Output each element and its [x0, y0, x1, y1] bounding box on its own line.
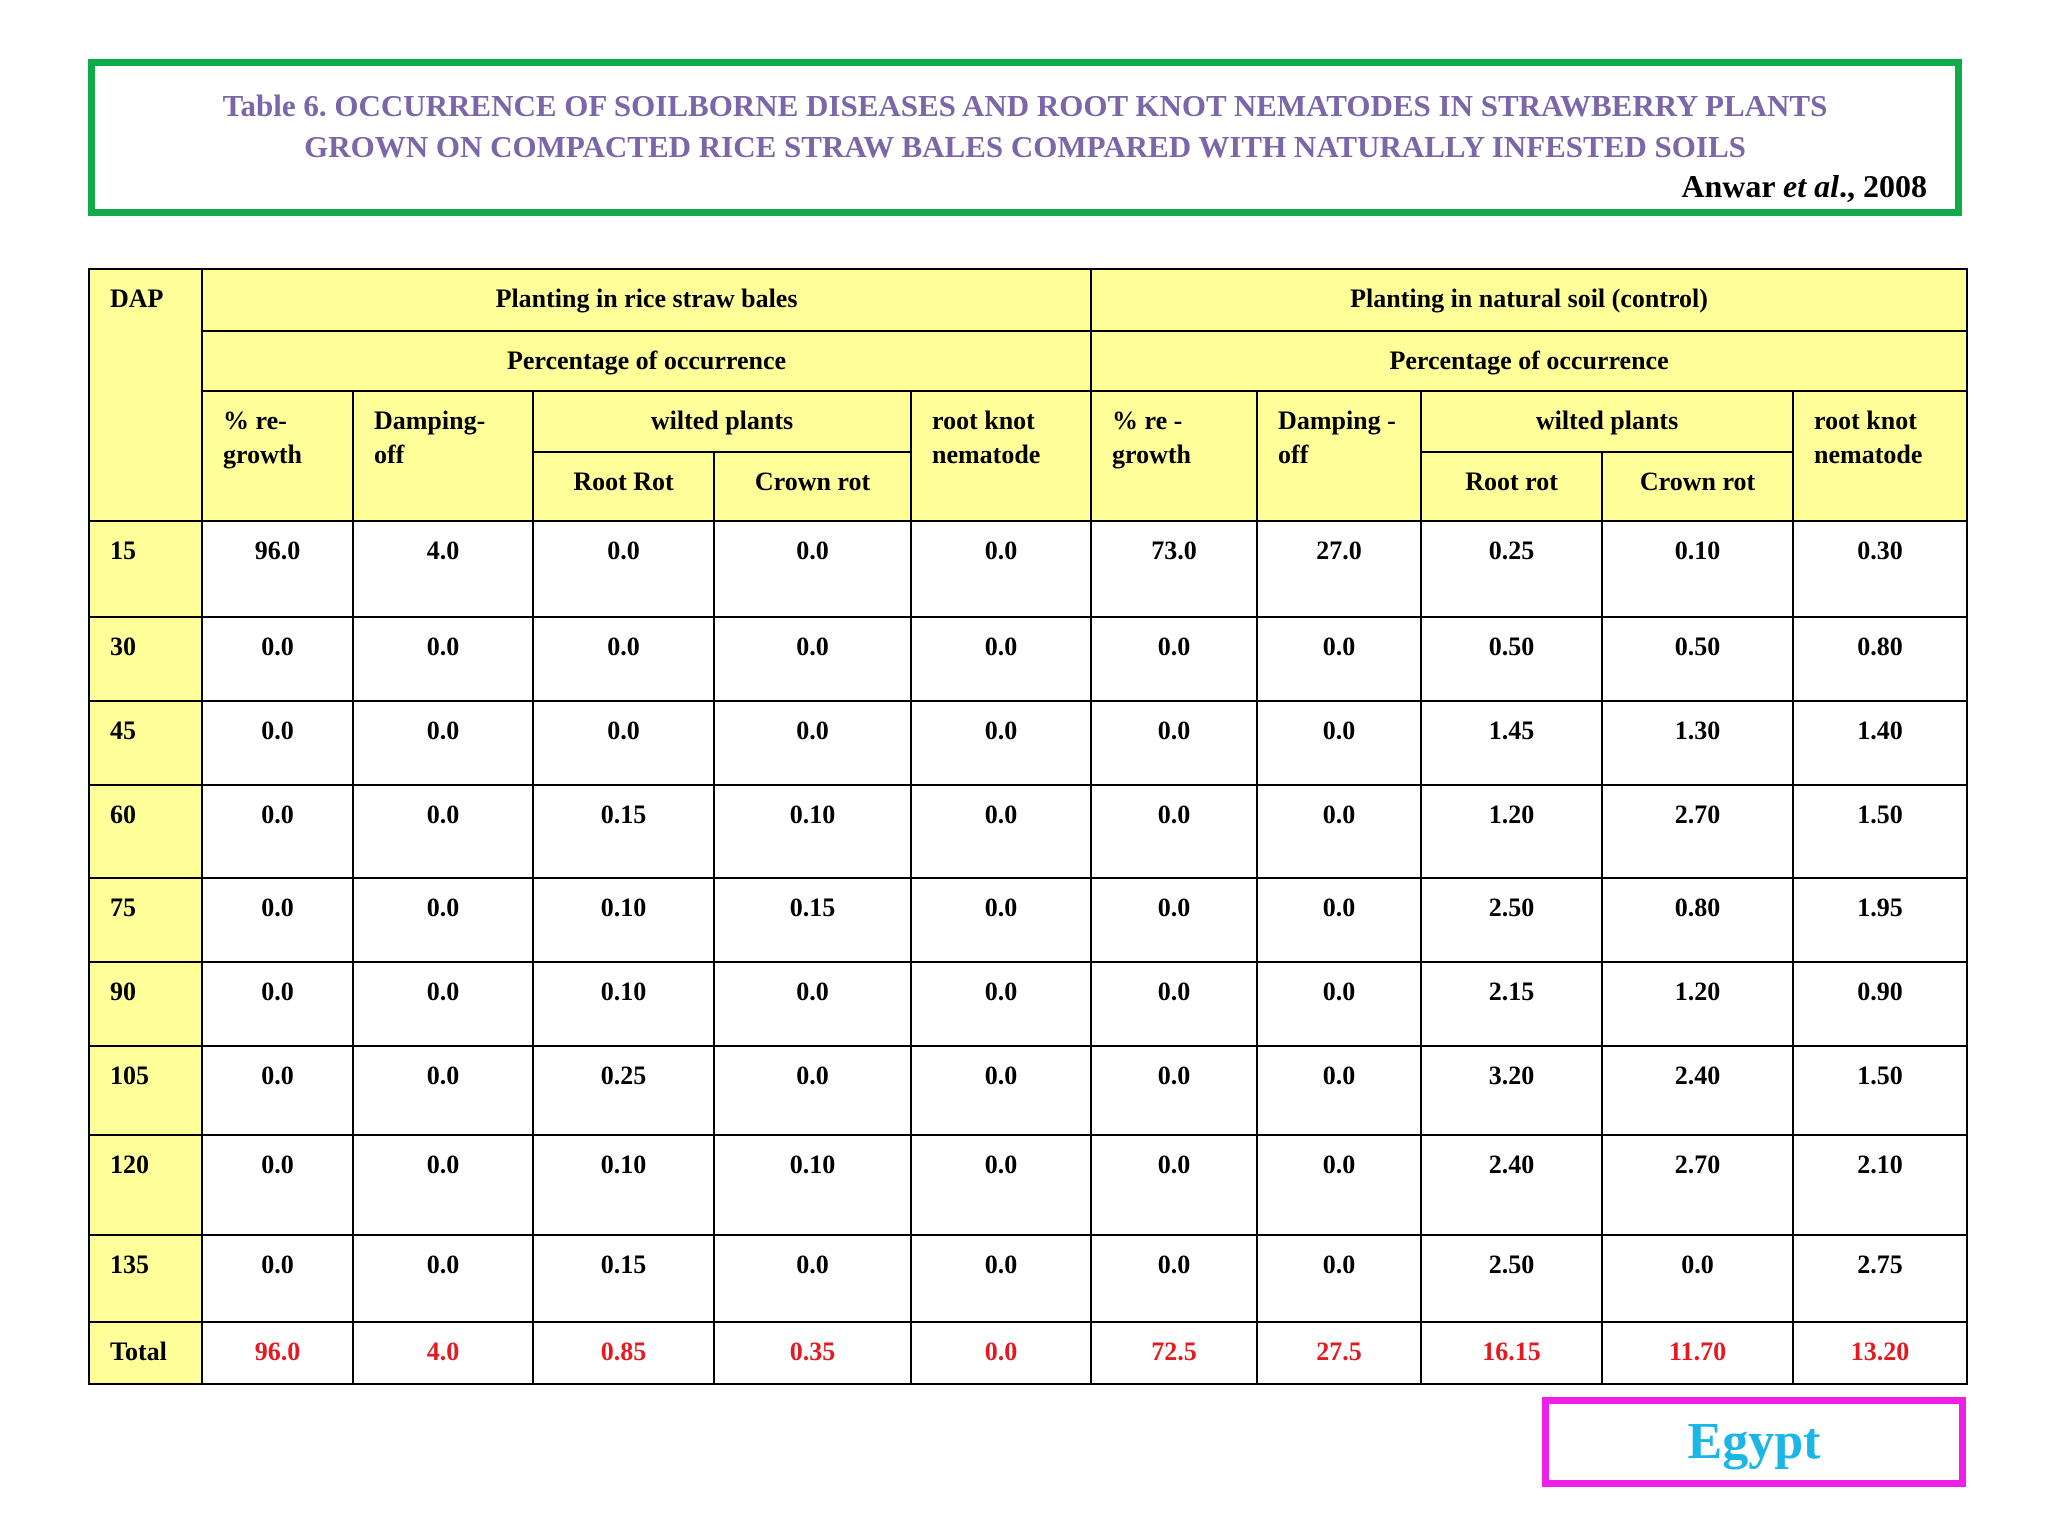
occurrence-table — [88, 268, 1968, 1385]
value-cell: 0.0 — [911, 1135, 1091, 1235]
title-line-2: GROWN ON COMPACTED RICE STRAW BALES COMPARED WITH NATURALLY INFESTED SOILS — [304, 129, 1746, 164]
subgroup-rice — [202, 331, 1091, 391]
value-cell: 0.0 — [202, 962, 353, 1046]
col-regrowth-b-label: % re - growth — [1112, 406, 1192, 469]
value-cell: 0.0 — [202, 1046, 353, 1135]
col-crownrot-b — [1602, 452, 1793, 521]
col-crownrot-a — [714, 452, 911, 521]
value-cell: 0.0 — [533, 701, 714, 785]
value-cell: 0.0 — [353, 1235, 533, 1322]
value-cell: 0.90 — [1793, 962, 1967, 1046]
col-rootrot-a-label: Root Rot — [573, 467, 674, 496]
value-cell: 2.50 — [1421, 1235, 1602, 1322]
value-cell: 1.95 — [1793, 878, 1967, 962]
value-cell: 0.0 — [1257, 1135, 1421, 1235]
value-cell: 0.0 — [911, 1046, 1091, 1135]
col-damping-b — [1257, 391, 1421, 521]
total-cell: 0.0 — [911, 1322, 1091, 1384]
value-cell: 2.15 — [1421, 962, 1602, 1046]
value-cell: 1.20 — [1421, 785, 1602, 878]
table-body — [89, 521, 1967, 1384]
value-cell: 0.0 — [911, 785, 1091, 878]
value-cell: 0.0 — [353, 1135, 533, 1235]
citation — [1681, 168, 1927, 205]
value-cell: 1.45 — [1421, 701, 1602, 785]
value-cell: 0.0 — [1602, 1235, 1793, 1322]
value-cell: 3.20 — [1421, 1046, 1602, 1135]
table-row — [89, 785, 1967, 878]
total-cell: 0.35 — [714, 1322, 911, 1384]
value-cell: 0.30 — [1793, 521, 1967, 617]
dap-header-cell — [89, 269, 202, 521]
table-row — [89, 617, 1967, 701]
value-cell: 2.40 — [1602, 1046, 1793, 1135]
col-rootknot-a-label: root knot nematode — [932, 406, 1041, 469]
col-rootknot-b — [1793, 391, 1967, 521]
value-cell: 0.15 — [533, 785, 714, 878]
dap-cell: 75 — [89, 878, 202, 962]
table-row — [89, 1135, 1967, 1235]
group-rice-straw-label: Planting in rice straw bales — [495, 284, 798, 313]
col-wilted-b-label: wilted plants — [1535, 406, 1679, 435]
value-cell: 0.80 — [1793, 617, 1967, 701]
value-cell: 0.0 — [202, 701, 353, 785]
value-cell: 0.10 — [533, 962, 714, 1046]
group-rice-straw — [202, 269, 1091, 331]
value-cell: 0.0 — [714, 701, 911, 785]
value-cell: 0.0 — [1257, 878, 1421, 962]
dap-cell: 60 — [89, 785, 202, 878]
value-cell: 0.10 — [1602, 521, 1793, 617]
col-rootrot-a — [533, 452, 714, 521]
total-row — [89, 1322, 1967, 1384]
dap-cell: 120 — [89, 1135, 202, 1235]
header-row-1 — [89, 269, 1967, 331]
value-cell: 0.0 — [714, 1046, 911, 1135]
dap-cell: 30 — [89, 617, 202, 701]
value-cell: 1.50 — [1793, 785, 1967, 878]
value-cell: 0.0 — [1091, 1135, 1257, 1235]
col-regrowth-b — [1091, 391, 1257, 521]
value-cell: 0.0 — [1257, 785, 1421, 878]
value-cell: 0.25 — [1421, 521, 1602, 617]
group-natural-soil — [1091, 269, 1967, 331]
value-cell: 0.0 — [1091, 962, 1257, 1046]
dap-cell: 45 — [89, 701, 202, 785]
col-regrowth-a-label: % re-growth — [223, 406, 302, 469]
value-cell: 0.0 — [1091, 785, 1257, 878]
group-natural-soil-label: Planting in natural soil (control) — [1350, 284, 1708, 313]
value-cell: 0.0 — [714, 1235, 911, 1322]
total-cell: 4.0 — [353, 1322, 533, 1384]
value-cell: 2.40 — [1421, 1135, 1602, 1235]
value-cell: 0.0 — [1257, 1046, 1421, 1135]
value-cell: 0.0 — [202, 878, 353, 962]
subgroup-soil-label: Percentage of occurrence — [1389, 346, 1669, 375]
table-row — [89, 701, 1967, 785]
value-cell: 1.30 — [1602, 701, 1793, 785]
value-cell: 0.15 — [533, 1235, 714, 1322]
dap-cell: 90 — [89, 962, 202, 1046]
value-cell: 27.0 — [1257, 521, 1421, 617]
value-cell: 0.0 — [911, 617, 1091, 701]
col-rootrot-b-label: Root rot — [1465, 467, 1558, 496]
col-crownrot-b-label: Crown rot — [1639, 467, 1756, 496]
value-cell: 96.0 — [202, 521, 353, 617]
value-cell: 1.40 — [1793, 701, 1967, 785]
value-cell: 2.70 — [1602, 1135, 1793, 1235]
dap-header: DAP — [110, 284, 164, 313]
value-cell: 2.10 — [1793, 1135, 1967, 1235]
value-cell: 73.0 — [1091, 521, 1257, 617]
citation-etal: et al — [1783, 168, 1839, 204]
table-row — [89, 1046, 1967, 1135]
col-damping-a — [353, 391, 533, 521]
value-cell: 0.0 — [202, 1135, 353, 1235]
value-cell: 4.0 — [353, 521, 533, 617]
value-cell: 0.0 — [353, 785, 533, 878]
citation-author: Anwar — [1681, 168, 1784, 204]
table-row — [89, 1235, 1967, 1322]
value-cell: 0.0 — [353, 701, 533, 785]
value-cell: 0.0 — [1091, 1235, 1257, 1322]
col-rootknot-b-label: root knot nematode — [1814, 406, 1923, 469]
dap-cell: 135 — [89, 1235, 202, 1322]
table-title-box — [88, 59, 1962, 216]
col-wilted-a-label: wilted plants — [650, 406, 794, 435]
value-cell: 1.50 — [1793, 1046, 1967, 1135]
country-label: Egypt — [1687, 1413, 1821, 1470]
value-cell: 0.0 — [202, 1235, 353, 1322]
title-line-1: Table 6. OCCURRENCE OF SOILBORNE DISEASES AND ROOT KNOT NEMATODES IN STRAWBERRY PLANTS — [222, 88, 1828, 123]
table-row — [89, 878, 1967, 962]
value-cell: 0.0 — [1091, 617, 1257, 701]
value-cell: 2.70 — [1602, 785, 1793, 878]
header-row-3 — [89, 391, 1967, 452]
col-wilted-b — [1421, 391, 1793, 452]
citation-year: ., 2008 — [1839, 168, 1927, 204]
value-cell: 0.0 — [202, 785, 353, 878]
value-cell: 0.25 — [533, 1046, 714, 1135]
value-cell: 0.0 — [911, 962, 1091, 1046]
col-regrowth-a — [202, 391, 353, 521]
col-rootrot-b — [1421, 452, 1602, 521]
header-row-2 — [89, 331, 1967, 391]
value-cell: 0.0 — [1257, 617, 1421, 701]
col-damping-b-label: Damping -off — [1278, 406, 1396, 469]
subgroup-soil — [1091, 331, 1967, 391]
total-cell: 27.5 — [1257, 1322, 1421, 1384]
value-cell: 0.80 — [1602, 878, 1793, 962]
table-row — [89, 962, 1967, 1046]
dap-cell: 105 — [89, 1046, 202, 1135]
value-cell: 0.0 — [202, 617, 353, 701]
value-cell: 0.0 — [1257, 1235, 1421, 1322]
table-row — [89, 521, 1967, 617]
value-cell: 0.10 — [533, 1135, 714, 1235]
value-cell: 0.0 — [1257, 701, 1421, 785]
value-cell: 0.50 — [1602, 617, 1793, 701]
total-cell: 0.85 — [533, 1322, 714, 1384]
value-cell: 2.75 — [1793, 1235, 1967, 1322]
value-cell: 0.0 — [353, 1046, 533, 1135]
value-cell: 0.0 — [1091, 701, 1257, 785]
value-cell: 0.0 — [1257, 962, 1421, 1046]
value-cell: 0.0 — [353, 962, 533, 1046]
total-cell: 96.0 — [202, 1322, 353, 1384]
value-cell: 0.0 — [353, 617, 533, 701]
value-cell: 0.0 — [714, 617, 911, 701]
col-crownrot-a-label: Crown rot — [754, 467, 871, 496]
value-cell: 0.0 — [911, 701, 1091, 785]
value-cell: 0.0 — [714, 962, 911, 1046]
value-cell: 0.0 — [911, 521, 1091, 617]
value-cell: 2.50 — [1421, 878, 1602, 962]
value-cell: 0.10 — [714, 785, 911, 878]
col-damping-a-label: Damping-off — [374, 406, 486, 469]
value-cell: 0.0 — [533, 617, 714, 701]
value-cell: 0.10 — [533, 878, 714, 962]
value-cell: 0.0 — [714, 521, 911, 617]
value-cell: 0.0 — [353, 878, 533, 962]
country-box — [1542, 1397, 1966, 1487]
value-cell: 0.15 — [714, 878, 911, 962]
value-cell: 1.20 — [1602, 962, 1793, 1046]
value-cell: 0.0 — [911, 1235, 1091, 1322]
value-cell: 0.0 — [533, 521, 714, 617]
value-cell: 0.0 — [1091, 1046, 1257, 1135]
col-rootknot-a — [911, 391, 1091, 521]
total-cell: 72.5 — [1091, 1322, 1257, 1384]
value-cell: 0.10 — [714, 1135, 911, 1235]
value-cell: 0.50 — [1421, 617, 1602, 701]
total-label: Total — [89, 1322, 202, 1384]
value-cell: 0.0 — [1091, 878, 1257, 962]
dap-cell: 15 — [89, 521, 202, 617]
subgroup-rice-label: Percentage of occurrence — [506, 346, 787, 375]
value-cell: 0.0 — [911, 878, 1091, 962]
total-cell: 13.20 — [1793, 1322, 1967, 1384]
total-cell: 11.70 — [1602, 1322, 1793, 1384]
total-cell: 16.15 — [1421, 1322, 1602, 1384]
col-wilted-a — [533, 391, 911, 452]
